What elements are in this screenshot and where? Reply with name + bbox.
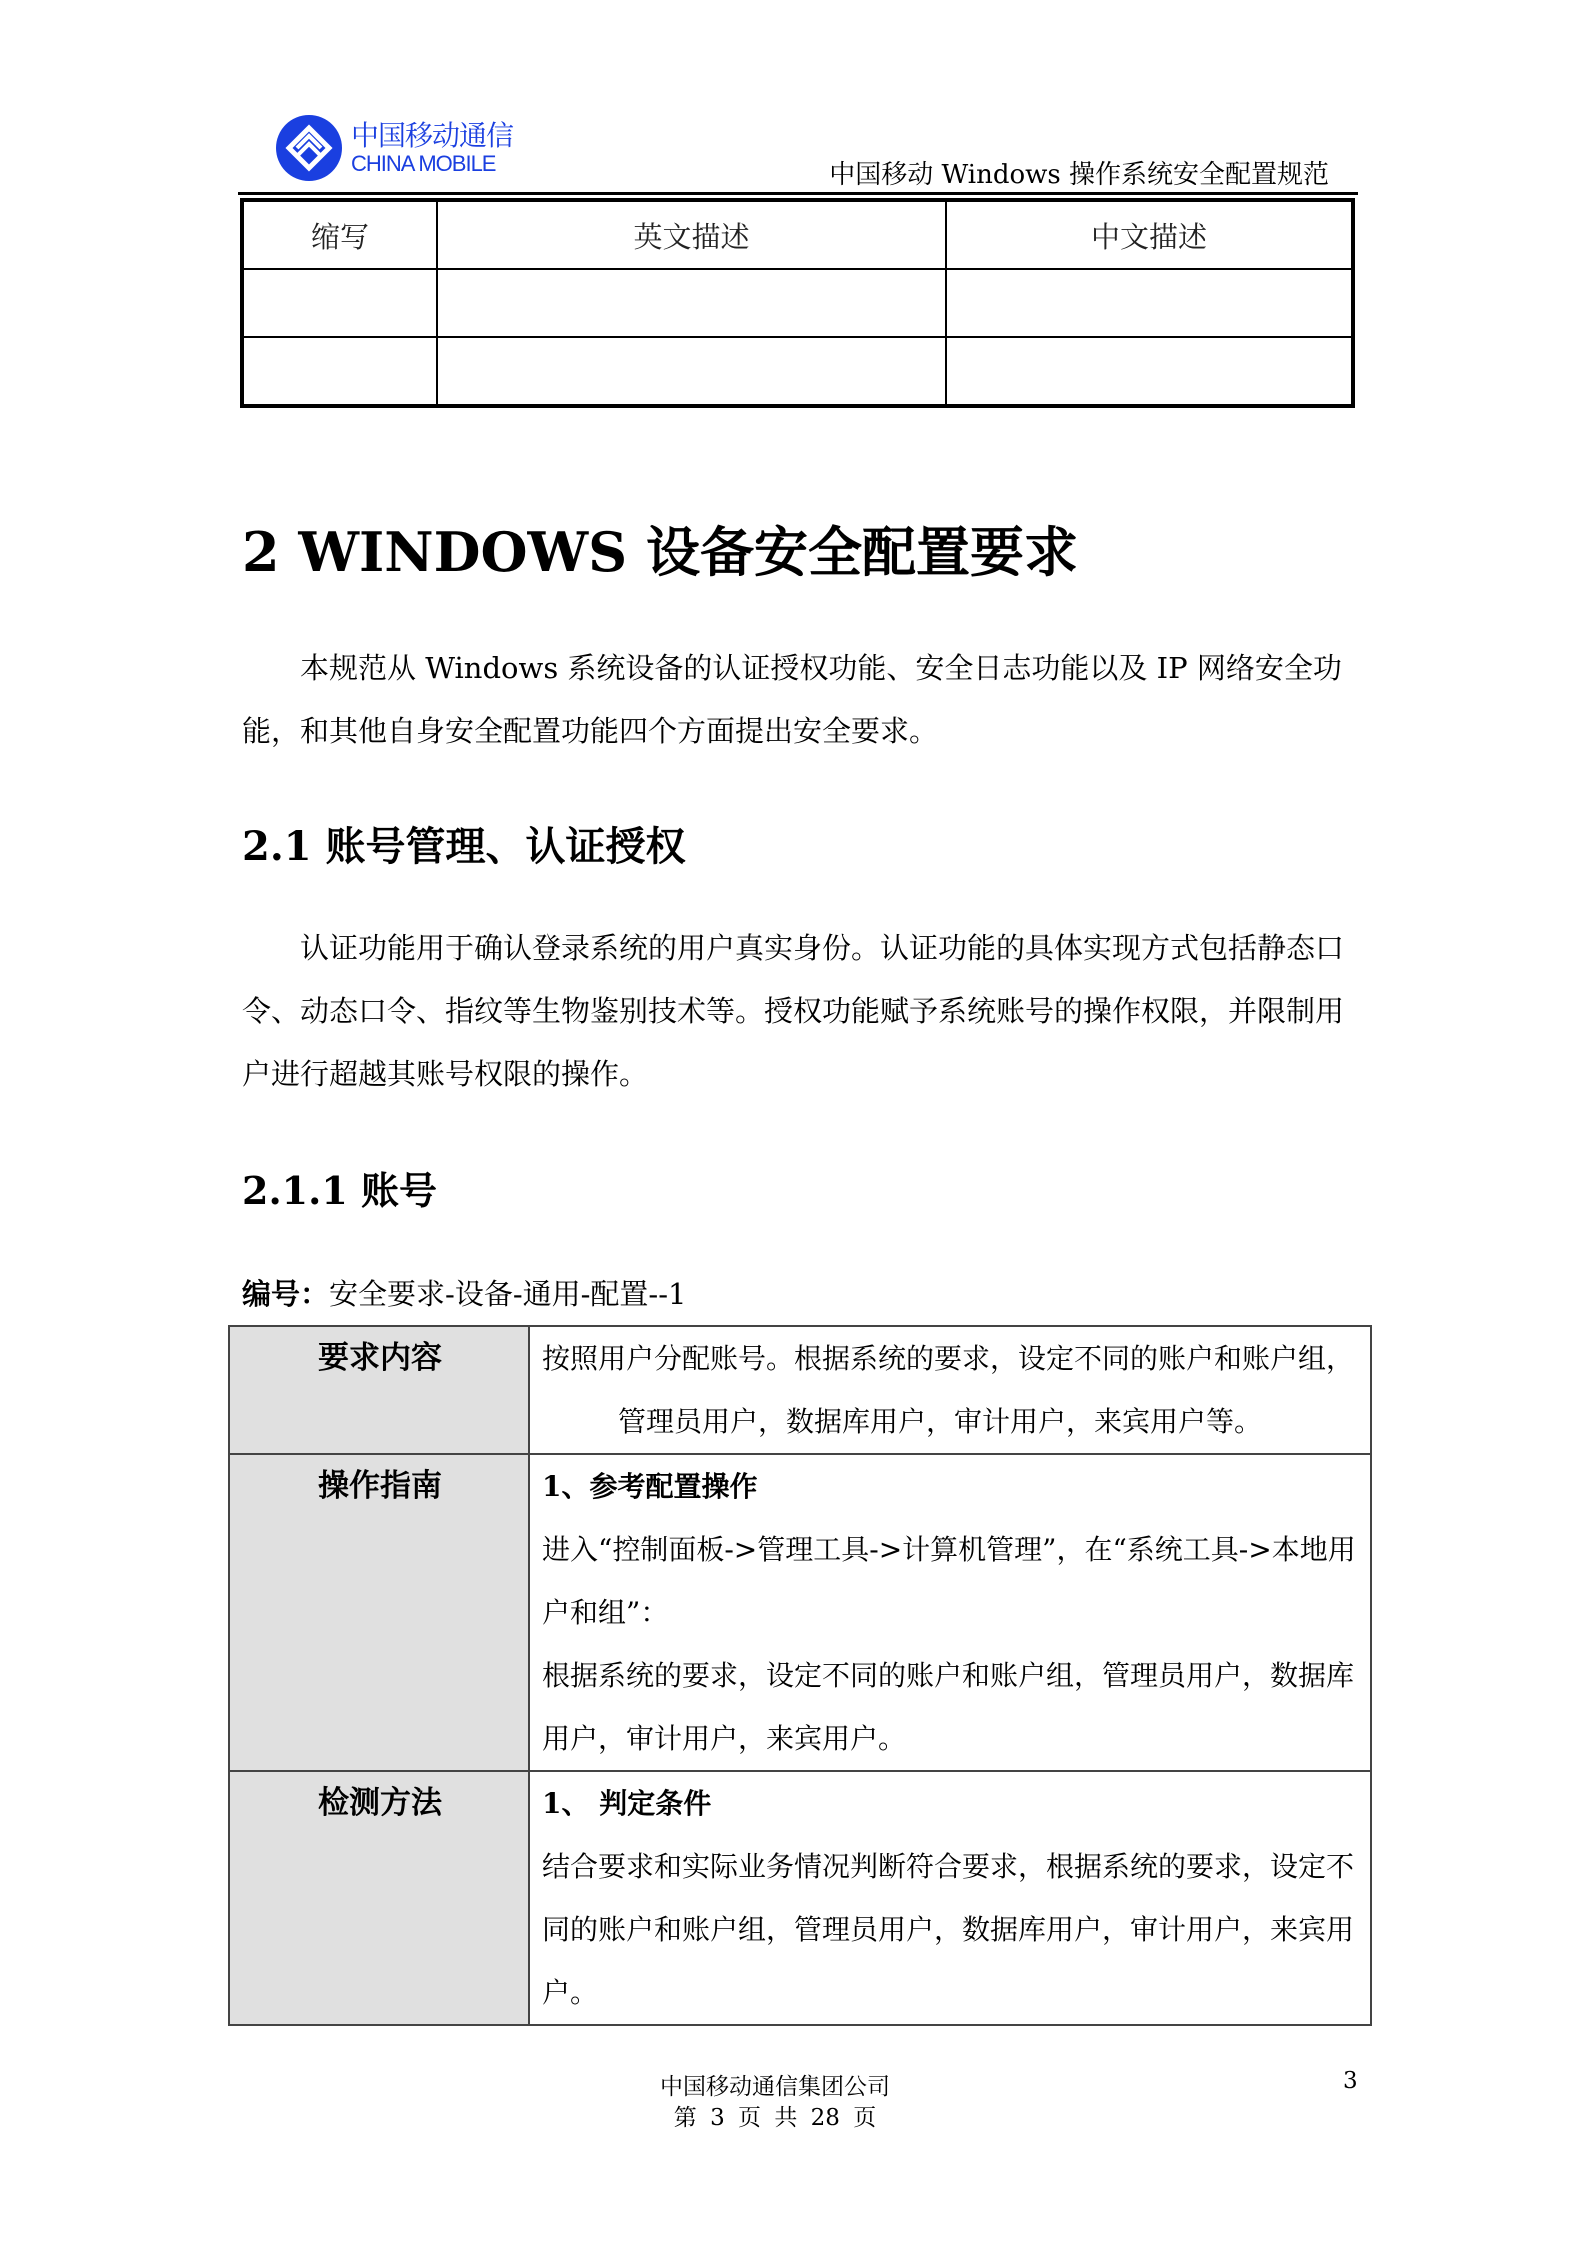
section-heading-2: 2 WINDOWS 设备安全配置要求 [242,520,1078,584]
row-label: 检测方法 [229,1771,529,2025]
table-cell [437,269,946,337]
header-doc-title: 中国移动 Windows 操作系统安全配置规范 [829,160,1329,190]
table-cell [242,269,437,337]
table-cell [946,269,1353,337]
row-label: 操作指南 [229,1454,529,1771]
footer-page-info: 第 3 页 共 28 页 [673,2105,877,2131]
footer-company: 中国移动通信集团公司 [660,2074,890,2100]
row-content [529,1771,1371,2025]
abbreviation-table [240,198,1355,408]
logo-en-text: CHINA MOBILE [351,151,496,176]
row-label: 要求内容 [229,1326,529,1454]
table-row [242,337,1353,406]
code-value: 安全要求-设备-通用-配置--1 [329,1277,687,1311]
row-content [529,1454,1371,1771]
content-line: 进入“控制面板->管理工具->计算机管理”，在“系统工具->本地用户和组”： [542,1533,1356,1629]
content-heading: 1、 判定条件 [542,1787,712,1820]
content-line: 管理员用户，数据库用户，审计用户，来宾用户等。 [618,1405,1263,1438]
table-row [229,1771,1371,2025]
logo-cn-text: 中国移动通信 [351,119,514,152]
code-label: 编号： [242,1277,330,1311]
table-header-row [242,200,1353,269]
section-2-1-body: 认证功能用于确认登录系统的用户真实身份。认证功能的具体实现方式包括静态口令、动态口令、指纹等生物鉴别技术等。授权功能赋予系统账号的操作权限，并限制用户进行超越其账号权限的操作。 [242,931,1345,1091]
content-line: 结合要求和实际业务情况判断符合要求，根据系统的要求，设定不同的账户和账户组，管理员用户，数据库用户，审计用户，来宾用户。 [542,1850,1355,2009]
requirement-code [242,1272,686,1313]
column-header: 缩写 [242,200,437,269]
requirement-table [228,1325,1372,2026]
content-heading: 1、参考配置操作 [542,1470,758,1503]
table-row [229,1454,1371,1771]
table-cell [946,337,1353,406]
content-line: 按照用户分配账号。根据系统的要求，设定不同的账户和账户组， [542,1342,1355,1375]
column-header: 中文描述 [946,200,1353,269]
table-cell [437,337,946,406]
row-content [529,1326,1371,1454]
footer-page-number: 3 [1343,2068,1358,2094]
content-line: 根据系统的要求，设定不同的账户和账户组，管理员用户，数据库用户，审计用户，来宾用户。 [542,1659,1355,1755]
table-row [242,269,1353,337]
header-divider [238,192,1358,195]
table-row [229,1326,1371,1454]
section-2-intro: 本规范从 Windows 系统设备的认证授权功能、安全日志功能以及 IP 网络安全功能，和其他自身安全配置功能四个方面提出安全要求。 [242,651,1342,748]
china-mobile-logo-icon [275,114,343,182]
section-heading-2-1: 2.1 账号管理、认证授权 [242,823,686,870]
column-header: 英文描述 [437,200,946,269]
section-heading-2-1-1: 2.1.1 账号 [242,1168,438,1213]
table-cell [242,337,437,406]
china-mobile-logo [275,114,513,182]
